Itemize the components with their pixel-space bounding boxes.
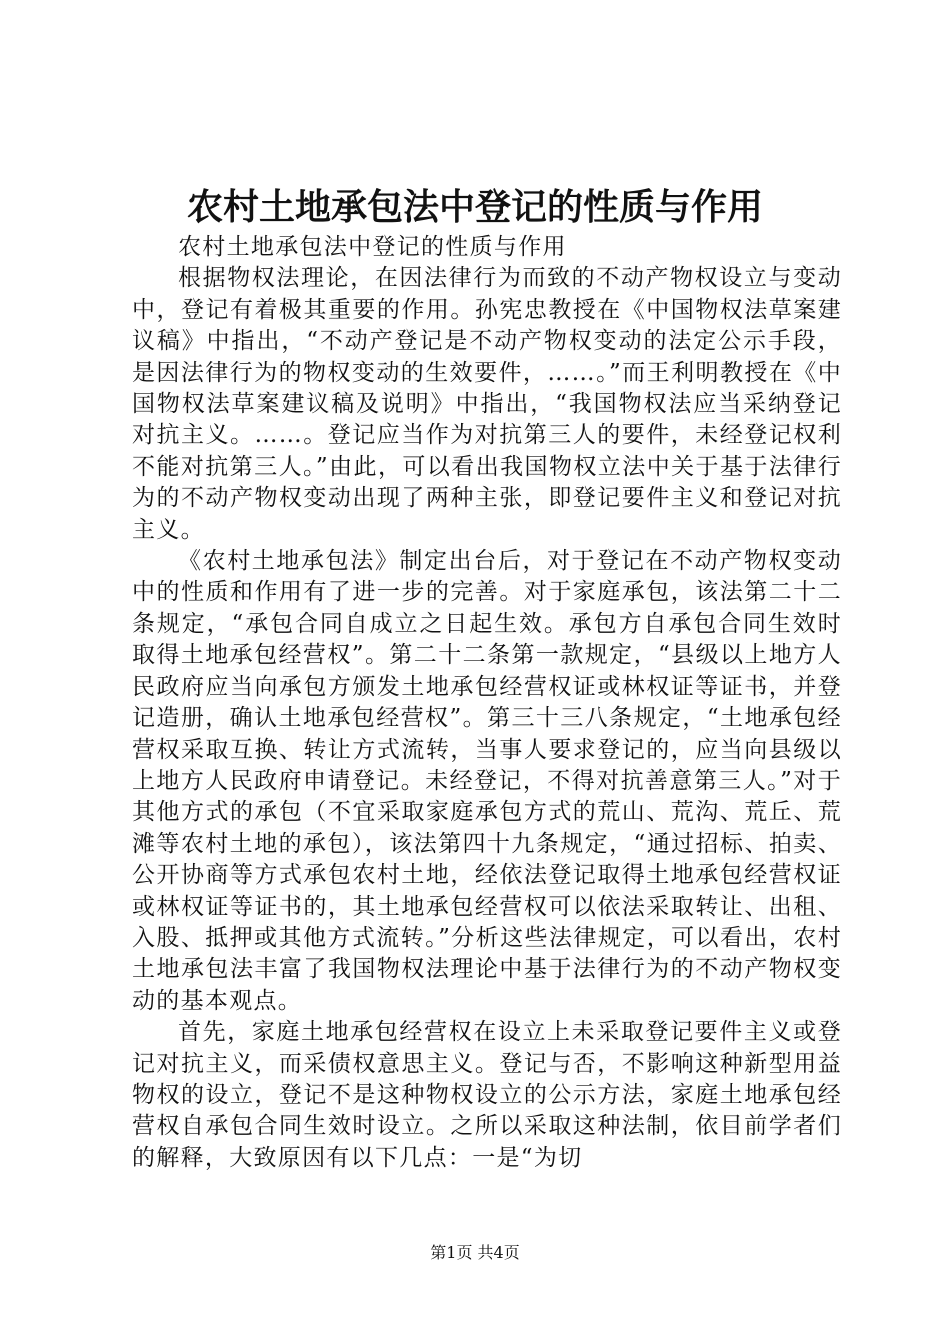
paragraph: 《农村土地承包法》制定出台后，对于登记在不动产物权变动中的性质和作用有了进一步的完善。对于家庭承包，该法第二十二条规定，“承包合同自成立之日起生效。承包方自承包合同生效时取得土地承包经营权”。第二十二条第一款规定，“县级以上地方人民政府应当向承包方颁发土地承包经营权证或林权证等证书，并登记造册，确认土地承包经营权”。第三十三八条规定，“土地承包经营权采取互换、转让方式流转，当事人要求登记的，应当向县级以上地方人民政府申请登记。未经登记，不得对抗善意第三人。”对于其他方式的承包（不宜采取家庭承包方式的荒山、荒沟、荒丘、荒滩等农村土地的承包），该法第四十九条规定，“通过招标、拍卖、公开协商等方式承包农村土地，经依法登记取得土地承包经营权证或林权证等证书的，其土地承包经营权可以依法采取转让、出租、入股、抵押或其他方式流转。”分析这些法律规定，可以看出，农村土地承包法丰富了我国物权法理论中基于法律行为的不动产物权变动的基本观点。 [132,548,842,1014]
paragraph: 首先，家庭土地承包经营权在设立上未采取登记要件主义或登记对抗主义，而采债权意思主义。登记与否，不影响这种新型用益物权的设立，登记不是这种物权设立的公示方法，家庭土地承包经营权自承包合同生效时设立。之所以采取这种法制，依目前学者们的解释，大致原因有以下几点：一是“为切 [132,1019,842,1171]
paragraph-subtitle: 农村土地承包法中登记的性质与作用 [178,234,567,260]
document-title: 农村土地承包法中登记的性质与作用 [186,186,763,228]
paragraph: 根据物权法理论，在因法律行为而致的不动产物权设立与变动中，登记有着极其重要的作用。孙宪忠教授在《中国物权法草案建议稿》中指出，“不动产登记是不动产物权变动的法定公示手段，是因法律行为的物权变动的生效要件，……。”而王利明教授在《中国物权法草案建议稿及说明》中指出，“我国物权法应当采纳登记对抗主义。……。登记应当作为对抗第三人的要件，未经登记权利不能对抗第三人。”由此，可以看出我国物权立法中关于基于法律行为的不动产物权变动出现了两种主张，即登记要件主义和登记对抗主义。 [132,265,842,543]
page-number-footer: 第1页 共4页 [430,1243,520,1262]
document-body [132,232,842,1174]
